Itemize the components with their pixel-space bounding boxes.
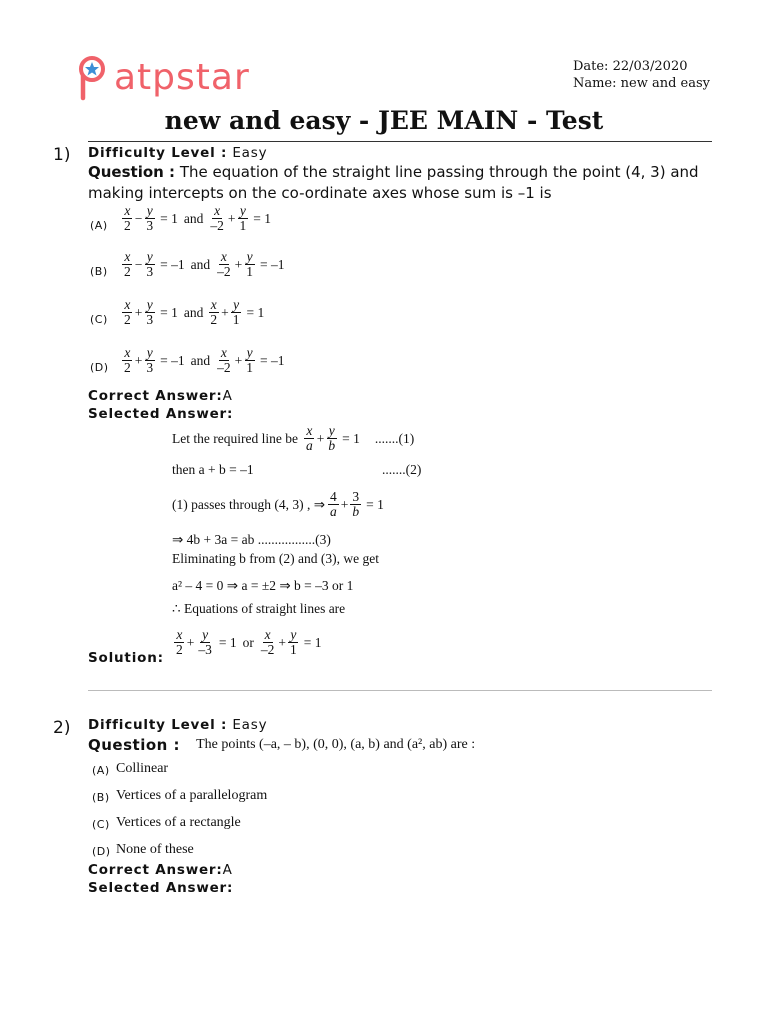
solution-line: (1) passes through (4, 3) , ⇒ $\frac{4}{a}$ + $\frac{3}{b}$ = 1 — [172, 489, 384, 519]
question-text: The equation of the straight line passing through the point (4, 3) and making intercepts on the co-ordinate axes whose sum is –1 is — [88, 163, 699, 202]
brand-name: atpstar — [114, 57, 250, 98]
option-formula: $\frac{x}{2}$ − $\frac{y}{3}$ = 1 and $\frac{x}{-2}$ + $\frac{y}{1}$ = 1 — [124, 203, 271, 233]
solution-line: Eliminating b from (2) and (3), we get — [172, 551, 379, 566]
star-pin-icon — [78, 52, 108, 104]
option-text: Vertices of a parallelogram — [116, 787, 268, 803]
option-a[interactable] — [92, 760, 168, 777]
correct-answer-row — [88, 862, 233, 878]
question-label: Question : — [88, 736, 181, 754]
question-number: 2) — [53, 718, 71, 738]
solution-line: $\frac{x}{2}$ + $\frac{y}{-3}$ = 1 or $\frac{x}{-2}$ + $\frac{y}{1}$ = 1 — [176, 627, 322, 657]
correct-answer-label: Correct Answer: — [88, 388, 223, 404]
selected-answer-row — [88, 880, 233, 896]
option-d[interactable] — [92, 841, 194, 858]
option-letter: (B) — [92, 791, 110, 804]
option-a[interactable] — [90, 204, 274, 233]
question-text-block — [88, 162, 718, 204]
option-letter: (D) — [92, 845, 111, 858]
option-formula: $\frac{x}{2}$ + $\frac{y}{3}$ = –1 and $\frac{x}{-2}$ + $\frac{y}{1}$ = –1 — [124, 345, 285, 375]
correct-answer-row — [88, 388, 233, 404]
option-letter: (C) — [92, 818, 110, 831]
option-d[interactable] — [90, 346, 288, 375]
correct-answer-label: Correct Answer: — [88, 862, 223, 878]
correct-answer-value: A — [222, 862, 233, 878]
solution-line: ⇒ 4b + 3a = ab .................(3) — [172, 532, 331, 547]
selected-answer-label: Selected Answer: — [88, 880, 234, 896]
option-formula: $\frac{x}{2}$ − $\frac{y}{3}$ = –1 and $\frac{x}{-2}$ + $\frac{y}{1}$ = –1 — [124, 249, 285, 279]
option-text: Collinear — [116, 760, 169, 776]
option-formula: $\frac{x}{2}$ + $\frac{y}{3}$ = 1 and $\frac{x}{2}$ + $\frac{y}{1}$ = 1 — [124, 297, 265, 327]
option-text: Vertices of a rectangle — [116, 814, 241, 830]
solution-line: Let the required line be $\frac{x}{a}$ + $\frac{y}{b}$ = 1 .......(1) — [172, 423, 415, 453]
option-letter: (A) — [92, 764, 110, 777]
solution-line: a² – 4 = 0 ⇒ a = ±2 ⇒ b = –3 or 1 — [172, 578, 354, 593]
difficulty-label: Difficulty Level : — [88, 717, 228, 733]
name-text: Name: new and easy — [572, 76, 710, 91]
title-divider — [88, 141, 712, 142]
option-letter: (A) — [90, 219, 108, 232]
selected-answer-label: Selected Answer: — [88, 406, 234, 422]
header-meta — [573, 58, 710, 92]
difficulty-value: Easy — [232, 145, 268, 161]
option-b[interactable] — [90, 250, 288, 279]
option-b[interactable] — [92, 787, 267, 804]
page-title: new and easy - JEE MAIN - Test — [164, 106, 604, 135]
selected-answer-row — [88, 406, 233, 422]
question-text-block — [88, 736, 475, 754]
solution-line: then a + b = –1 .......(2) — [172, 462, 422, 477]
option-letter: (D) — [90, 361, 109, 374]
difficulty-label: Difficulty Level : — [88, 145, 228, 161]
question-number: 1) — [53, 145, 71, 165]
option-c[interactable] — [90, 298, 267, 327]
question-text: The points (–a, – b), (0, 0), (a, b) and (a², ab) are : — [196, 737, 476, 752]
option-text: None of these — [116, 841, 194, 857]
difficulty-value: Easy — [232, 717, 268, 733]
difficulty-row — [88, 717, 267, 733]
correct-answer-value: A — [222, 388, 233, 404]
date-text: Date: 22/03/2020 — [572, 59, 688, 74]
brand-logo — [78, 52, 250, 104]
solution-label: Solution: — [88, 650, 164, 666]
option-letter: (B) — [90, 265, 108, 278]
option-c[interactable] — [92, 814, 241, 831]
difficulty-row — [88, 145, 267, 161]
question-label: Question : — [88, 163, 176, 181]
solution-line: ∴ Equations of straight lines are — [172, 601, 346, 616]
question-divider — [88, 690, 712, 691]
option-letter: (C) — [90, 313, 108, 326]
